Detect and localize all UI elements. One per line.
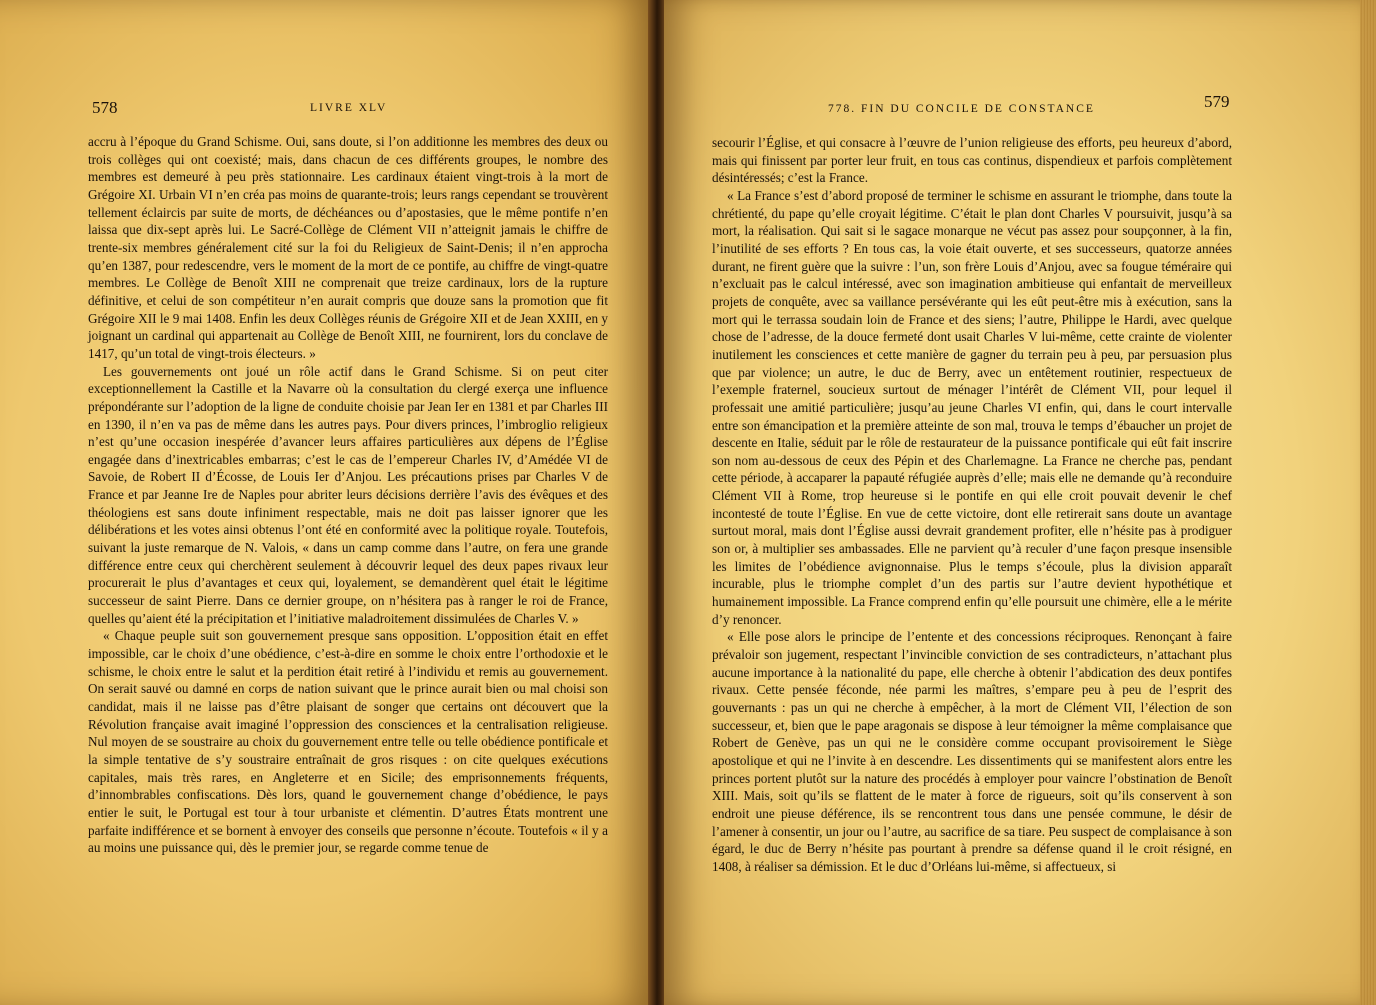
right-page-number: 579 bbox=[1204, 92, 1230, 111]
right-page bbox=[664, 0, 1376, 1005]
page-edges bbox=[1360, 0, 1376, 1005]
left-page-header bbox=[0, 98, 652, 122]
right-running-head: 778. FIN DU CONCILE DE CONSTANCE bbox=[828, 103, 1095, 115]
left-page-body bbox=[88, 133, 608, 857]
right-page-header bbox=[664, 92, 1376, 122]
right-paragraph-3: « Elle pose alors le principe de l’entente et des concessions réciproques. Renonçant à faire prévaloir son jugement, respectant l’invincible conviction de ses contradicteurs, n’attachant plus aucune importance à la nationalité du pape, elle cherche à obtenir l’abdication des deux pontifes rivaux. Cette pensée féconde, née parmi les maîtres, s’empare peu à peu de l’esprit des gouvernants : pas un qui ne cherche à empêcher, à la mort de Clément VII, l’élection de son successeur, et, bien que le pape aragonais se dispose à leur témoigner la même complaisance que Robert de Genève, pas un qui ne le considère comme occupant provisoirement le Siège apostolique et qui ne l’invite à en descendre. Les dissentiments qui se manifestent alors entre les princes portent plutôt sur la nature des procédés à employer pour vaincre l’obstination de Benoît XIII. Mais, soit qu’ils se flattent de le mater à force de rigueurs, soit qu’ils conservent à son endroit une pieuse déférence, ils se rencontrent tous dans une pensée commune, le désir de l’amener à consentir, un jour ou l’autre, au sacrifice de sa tiare. Peu suspect de complaisance à son égard, le duc de Berry n’hésite pas pourtant à prendre sa défense quand il le croit résigné, en 1408, à réaliser sa démission. Et le duc d’Orléans lui-même, si affectueux, si bbox=[712, 629, 1232, 874]
right-paragraph-1: secourir l’Église, et qui consacre à l’œuvre de l’union religieuse des efforts, peu heureux d’abord, mais qui finissent par porter leur fruit, en tous cas continus, dispendieux et parfois complètement désintéressés; c’est la France. bbox=[712, 135, 1232, 186]
left-page bbox=[0, 0, 652, 1005]
left-paragraph-2: Les gouvernements ont joué un rôle actif dans le Grand Schisme. Si on peut citer exceptionnellement la Castille et la Navarre où la consultation du clergé exerça une influence prépondérante sur l’adoption de la ligne de conduite choisie par Jean Ier en 1381 et par Charles III en 1390, il n’en va pas de même dans les autres pays. Pour divers princes, l’imbroglio religieux n’est qu’une occasion inespérée d’avancer leurs affaires particulières aux dépens de l’Église engagée dans d’inextricables embarras; c’est le cas de l’empereur Charles IV, d’Amédée VI de Savoie, de Robert II d’Écosse, de Louis Ier d’Anjou. Les précautions prises par Charles V de France et par Jeanne Ire de Naples pour abriter leurs décisions derrière l’avis des évêques et des théologiens est sans doute infiniment respectable, mais ne doit pas laisser ignorer que les délibérations et les votes ainsi obtenus l’ont été en conformité avec la politique royale. Toutefois, suivant la juste remarque de N. Valois, « dans un camp comme dans l’autre, on fera une grande différence entre ceux qui cherchèrent seulement à découvrir lequel des deux papes rivaux leur procurerait le plus d’avantages et ceux qui, loyalement, se demandèrent quel était le légitime successeur de saint Pierre. Dans ce dernier groupe, on n’hésitera pas à ranger le roi de France, quelles qu’aient été la précipitation et l’initiative maladroitement dissimulées de Charles V. » bbox=[88, 363, 608, 626]
right-page-body bbox=[712, 134, 1232, 876]
left-page-number: 578 bbox=[92, 98, 118, 117]
left-paragraph-1: accru à l’époque du Grand Schisme. Oui, sans doute, si l’on additionne les membres des deux ou trois collèges qui ont coexisté; mais, dans chacun de ces différents groupes, le nombre des membres est demeuré à peu près stationnaire. Les cardinaux étaient vingt-trois à la mort de Grégoire XI. Urbain VI n’en créa pas moins de quarante-trois; leurs rangs cependant se trouvèrent tellement éclaircis par suite de morts, de déchéances ou d’apostasies, que le même pontife n’en laissa que dix-sept après lui. Le Sacré-Collège de Clément VII n’atteignit jamais le chiffre de trente-six membres généralement cité sur la foi du Religieux de Saint-Denis; il n’en approcha qu’en 1387, pour redescendre, vers le moment de la mort de ce pontife, au chiffre de vingt-quatre membres. Le Collège de Benoît XIII ne comprenait que treize cardinaux, lors de la rupture définitive, et celui de son compétiteur n’en aurait compris que douze sans la promotion que fit Grégoire XII le 9 mai 1408. Enfin les deux Collèges réunis de Grégoire XII et de Jean XXIII, en y joignant un cardinal qui appartenait au Collège de Benoît XIII, ne fournirent, lors du conclave de 1417, qu’un total de vingt-trois électeurs. » bbox=[88, 134, 608, 361]
left-running-head: LIVRE XLV bbox=[310, 102, 388, 114]
right-paragraph-2: « La France s’est d’abord proposé de terminer le schisme en assurant le triomphe, dans toute la chrétienté, du pape qu’elle croyait légitime. C’était le plan dont Charles V poursuivit, jusqu’à sa mort, la réalisation. Qui sait si le sagace monarque ne vécut pas assez pour soupçonner, à la fin, l’inutilité de ses efforts ? En tous cas, la voie était ouverte, et ses successeurs, quatorze années durant, ne firent guère que la suivre : l’un, son frère Louis d’Anjou, avec sa fougue téméraire qui n’excluait pas le calcul intéressé, avec son imagination ambitieuse qui enfantait de merveilleux projets de conquête, avec sa vaillance persévérante qui les eût peut-être mis à exécution, sans la mort qui le terrassa soudain loin de France et des siens; l’autre, Philippe le Hardi, avec quelque chose de l’adresse, de la douce fermeté dont usait Charles V lui-même, cette crainte de violenter inutilement les consciences et cette manière de gagner du terrain peu à peu, par persuasion plus que par violence; un autre, le duc de Berry, avec un entêtement routinier, respectueux de l’exemple fraternel, soucieux surtout de ménager l’intérêt de Clément VII, pour lequel il professait une amitié particulière; jusqu’au jeune Charles VI enfin, qui, dans le court intervalle entre son émancipation et la première atteinte de son mal, trouva le temps d’ébaucher un projet de descente en Italie, séduit par le rôle de restaurateur de la puissance pontificale qui eût fait inscrire son nom au-dessous de ceux des Pépin et des Charlemagne. La France ne cherche pas, pendant cette période, à accaparer la papauté réfugiée auprès d’elle; mais elle ne demande qu’à reconduire Clément VII à Rome, trop heureuse si le pontife en qui elle croit pouvait devenir le chef incontesté de toute l’Église. En vue de cette victoire, dont elle retirerait sans doute un avantage surtout moral, mais dont l’Église aussi devrait grandement profiter, elle n’hésite pas à prodiguer son or, à multiplier ses ambassades. Elle ne parvient qu’à reculer d’une façon presque insensible les limites de l’obédience avignonnaise. Plus le temps s’écoule, plus la division apparaît incurable, plus le triomphe complet d’un des partis sur l’autre devient hypothétique et humainement impossible. La France comprend enfin qu’elle poursuit une chimère, elle a le mérite d’y renoncer. bbox=[712, 187, 1232, 627]
left-paragraph-3: « Chaque peuple suit son gouvernement presque sans opposition. L’opposition était en effet impossible, car le choix d’une obédience, c’est-à-dire en somme le choix entre l’orthodoxie et le schisme, le choix entre le salut et la perdition était retiré à l’individu et remis au gouvernement. On serait sauvé ou damné en corps de nation suivant que le prince aurait bien ou mal choisi son candidat, mais il ne laisse pas d’être plaisant de songer que certains ont découvert que la Révolution française avait imaginé l’oppression des consciences et la centralisation religieuse. Nul moyen de se soustraire au choix du gouvernement entre telle ou telle obédience pontificale et la simple tentative de s’y soustraire entraînait de gros risques : on cite quelques exécutions capitales, mais très rares, en Angleterre et en Sicile; des emprisonnements fréquents, d’innombrables confiscations. Dès lors, quand le gouvernement change d’obédience, le pays entier le suit, le Portugal est tour à tour urbaniste et clémentin. D’autres États montrent une parfaite indifférence et se bornent à envoyer des conseils que personne n’écoute. Toutefois « il y a au moins une puissance qui, dès le premier jour, se regarde comme tenue de bbox=[88, 628, 608, 856]
